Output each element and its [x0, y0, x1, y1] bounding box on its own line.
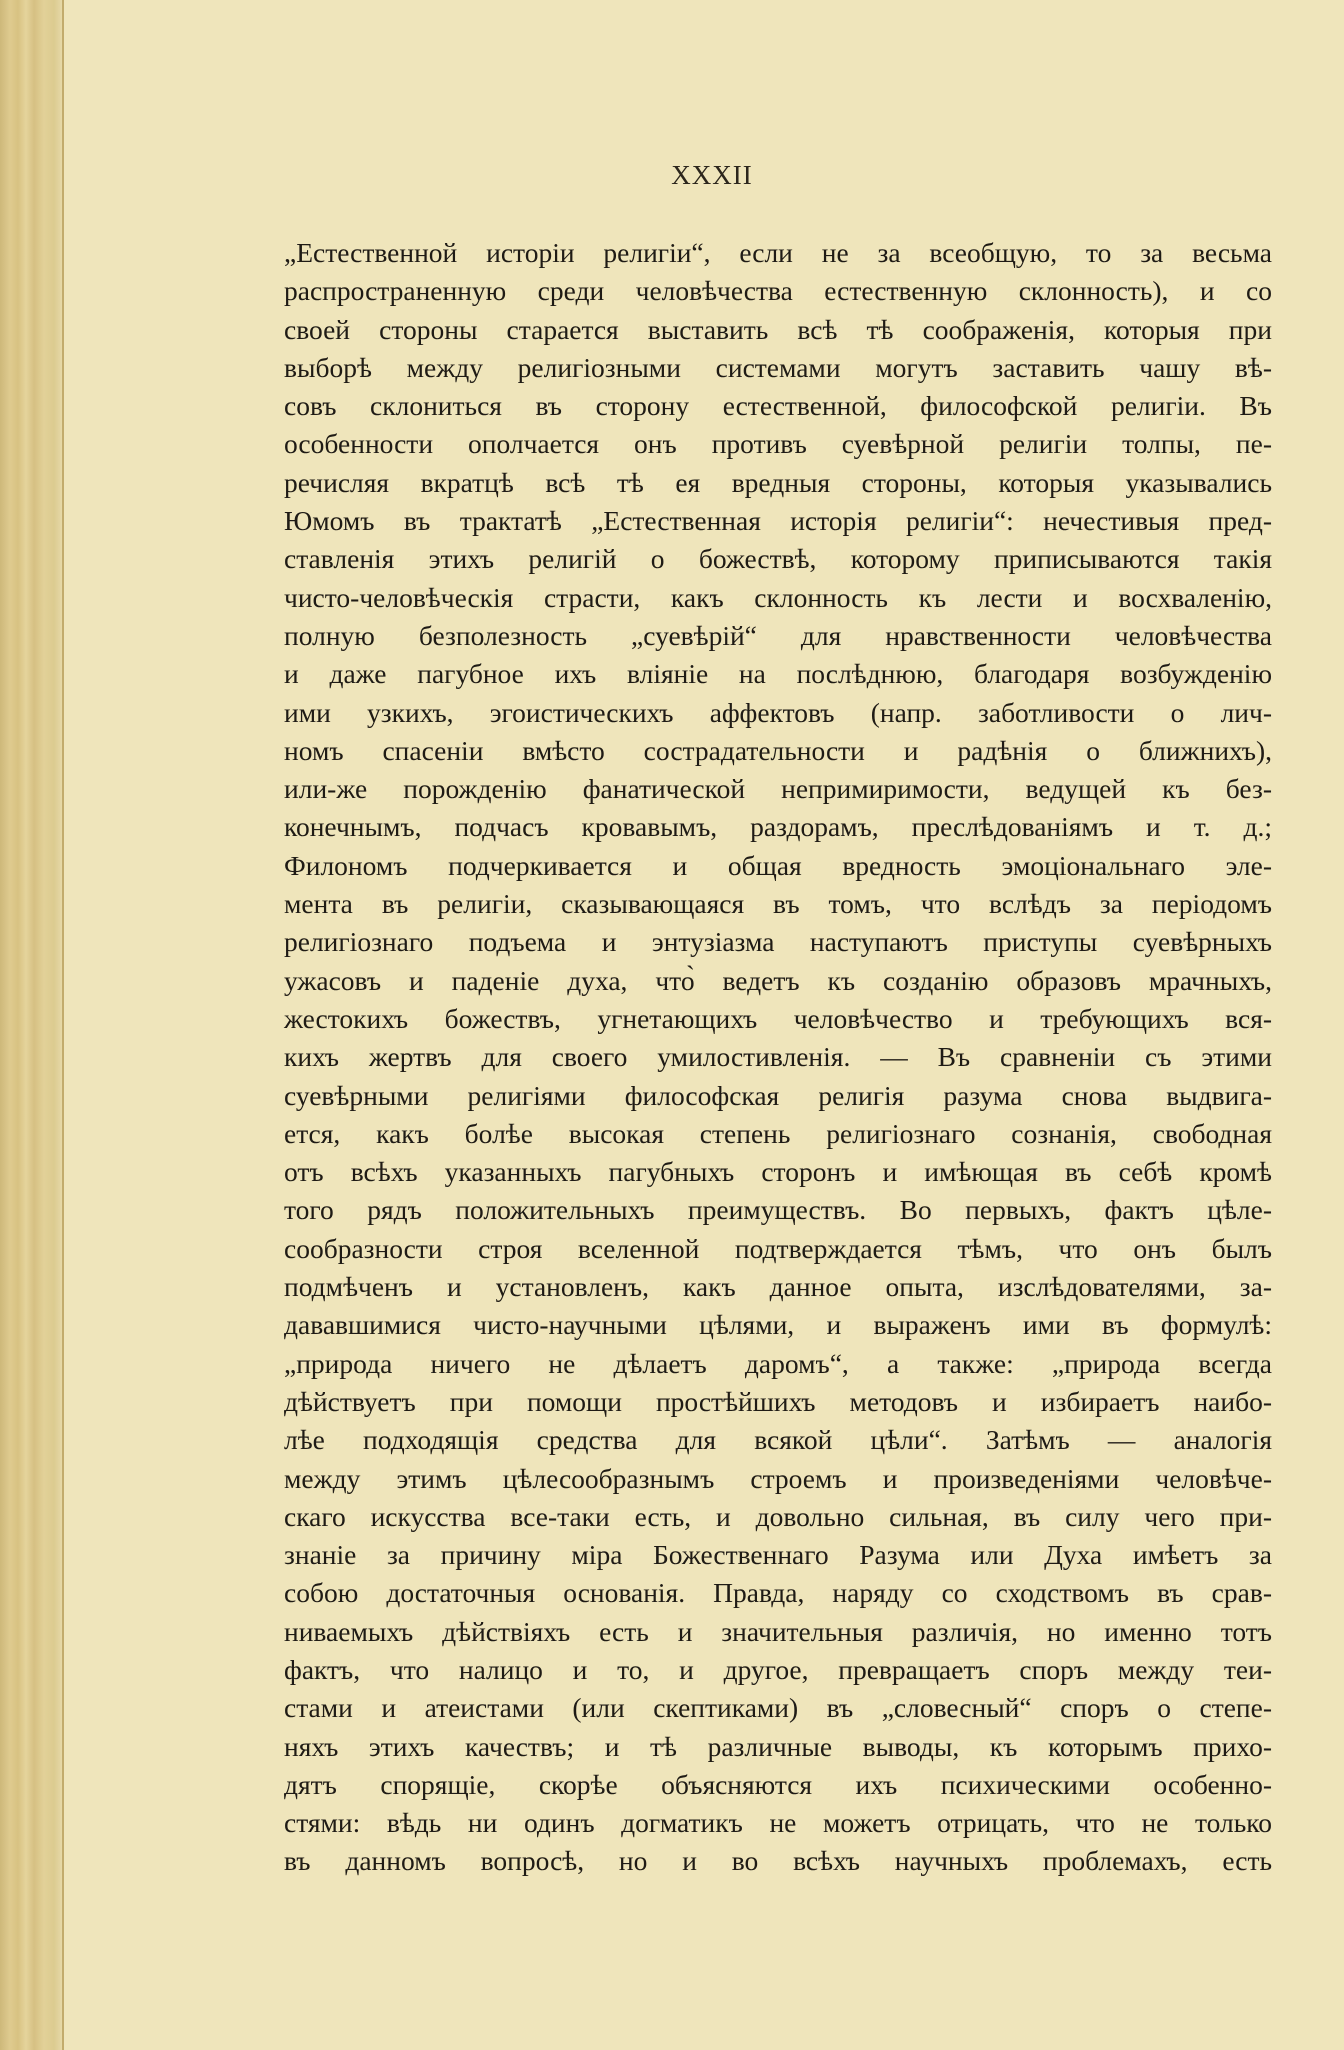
text-line: ниваемыхъ дѣйствіяхъ есть и значительныя различія, но именно тотъ [284, 1615, 1272, 1647]
text-line: суевѣрными религіями философская религія разума снова выдвига- [284, 1079, 1272, 1111]
text-line: скаго искусства все-таки есть, и довольно сильная, въ силу чего при- [284, 1500, 1272, 1532]
body-text [284, 234, 1272, 1881]
text-line: фактъ, что налицо и то, и другое, превращаетъ споръ между теи- [284, 1653, 1272, 1685]
text-line: ется, какъ болѣе высокая степень религіознаго сознанія, свободная [284, 1117, 1272, 1149]
text-line: конечнымъ, подчасъ кровавымъ, раздорамъ, преслѣдованіямъ и т. д.; [284, 811, 1272, 843]
page-number: XXXII [671, 160, 753, 190]
text-line: номъ спасеніи вмѣсто сострадательности и радѣнія о ближнихъ), [284, 734, 1272, 766]
text-line: „Естественной исторіи религіи“, если не за всеобщую, то за весьма [284, 237, 1272, 268]
text-line: полную безполезность „суевѣрій“ для нравственности человѣчества [284, 619, 1272, 651]
text-line: совъ склониться въ сторону естественной, философской религіи. Въ [284, 390, 1272, 422]
text-line: стями: вѣдь ни одинъ догматикъ не можетъ отрицать, что не только [284, 1807, 1272, 1839]
text-line: дятъ спорящіе, скорѣе объясняются ихъ психическими особенно- [284, 1768, 1272, 1800]
book-page-edges [0, 0, 64, 2050]
text-line: мента въ религіи, сказывающаяся въ томъ, что вслѣдъ за періодомъ [284, 888, 1272, 920]
text-line: знаніе за причину міра Божественнаго Разума или Духа имѣетъ за [284, 1539, 1272, 1571]
text-line: Юмомъ въ трактатѣ „Естественная исторія религіи“: нечестивыя пред- [284, 505, 1272, 537]
text-line: или-же порожденію фанатической непримиримости, ведущей къ без- [284, 773, 1272, 805]
text-line: и даже пагубное ихъ вліяніе на послѣднюю, благодаря возбужденію [284, 658, 1272, 690]
text-line: сообразности строя вселенной подтверждается тѣмъ, что онъ былъ [284, 1232, 1272, 1264]
text-line: своей стороны старается выставить всѣ тѣ соображенія, которыя при [284, 313, 1272, 345]
text-line: выборѣ между религіозными системами могутъ заставить чашу вѣ- [284, 351, 1272, 383]
text-line: чисто-человѣческія страсти, какъ склонность къ лести и восхваленію, [284, 581, 1272, 613]
text-line: распространенную среди человѣчества естественную склонность), и со [284, 275, 1272, 307]
text-line: стами и атеистами (или скептиками) въ „словесный“ споръ о степе- [284, 1692, 1272, 1724]
text-line: того рядъ положительныхъ преимуществъ. Во первыхъ, фактъ цѣле- [284, 1194, 1272, 1226]
text-line: кихъ жертвъ для своего умилостивленія. — Въ сравненіи съ этими [284, 1041, 1272, 1073]
text-line: дававшимися чисто-научными цѣлями, и выраженъ ими въ формулѣ: [284, 1309, 1272, 1341]
text-line: между этимъ цѣлесообразнымъ строемъ и произведеніями человѣче- [284, 1462, 1272, 1494]
text-line: въ данномъ вопросѣ, но и во всѣхъ научныхъ проблемахъ, есть [284, 1845, 1272, 1877]
text-line: особенности ополчается онъ противъ суевѣрной религіи толпы, пе- [284, 428, 1272, 460]
text-line: лѣе подходящія средства для всякой цѣли“. Затѣмъ — аналогія [284, 1424, 1272, 1456]
text-line: жестокихъ божествъ, угнетающихъ человѣчество и требующихъ вся- [284, 1002, 1272, 1034]
text-line: религіознаго подъема и энтузіазма наступаютъ приступы суевѣрныхъ [284, 926, 1272, 958]
text-line: речисляя вкратцѣ всѣ тѣ ея вредныя стороны, которыя указывались [284, 466, 1272, 498]
text-line: собою достаточныя основанія. Правда, наряду со сходствомъ въ срав- [284, 1577, 1272, 1609]
text-line: ими узкихъ, эгоистическихъ аффектовъ (напр. заботливости о лич- [284, 696, 1272, 728]
text-line: подмѣченъ и установленъ, какъ данное опыта, изслѣдователями, за- [284, 1271, 1272, 1303]
text-line: „природа ничего не дѣлаетъ даромъ“, а также: „природа всегда [284, 1347, 1272, 1379]
text-line: дѣйствуетъ при помощи простѣйшихъ методовъ и избираетъ наибо- [284, 1385, 1272, 1417]
text-line: Филономъ подчеркивается и общая вредность эмоціональнаго эле- [284, 849, 1272, 881]
text-line: ужасовъ и паденіе духа, что̀ ведетъ къ созданію образовъ мрачныхъ, [284, 964, 1272, 996]
text-line: ставленія этихъ религій о божествѣ, которому приписываются такія [284, 543, 1272, 575]
text-line: отъ всѣхъ указанныхъ пагубныхъ сторонъ и имѣющая въ себѣ кромѣ [284, 1156, 1272, 1188]
text-line: няхъ этихъ качествъ; и тѣ различные выводы, къ которымъ прихо- [284, 1730, 1272, 1762]
